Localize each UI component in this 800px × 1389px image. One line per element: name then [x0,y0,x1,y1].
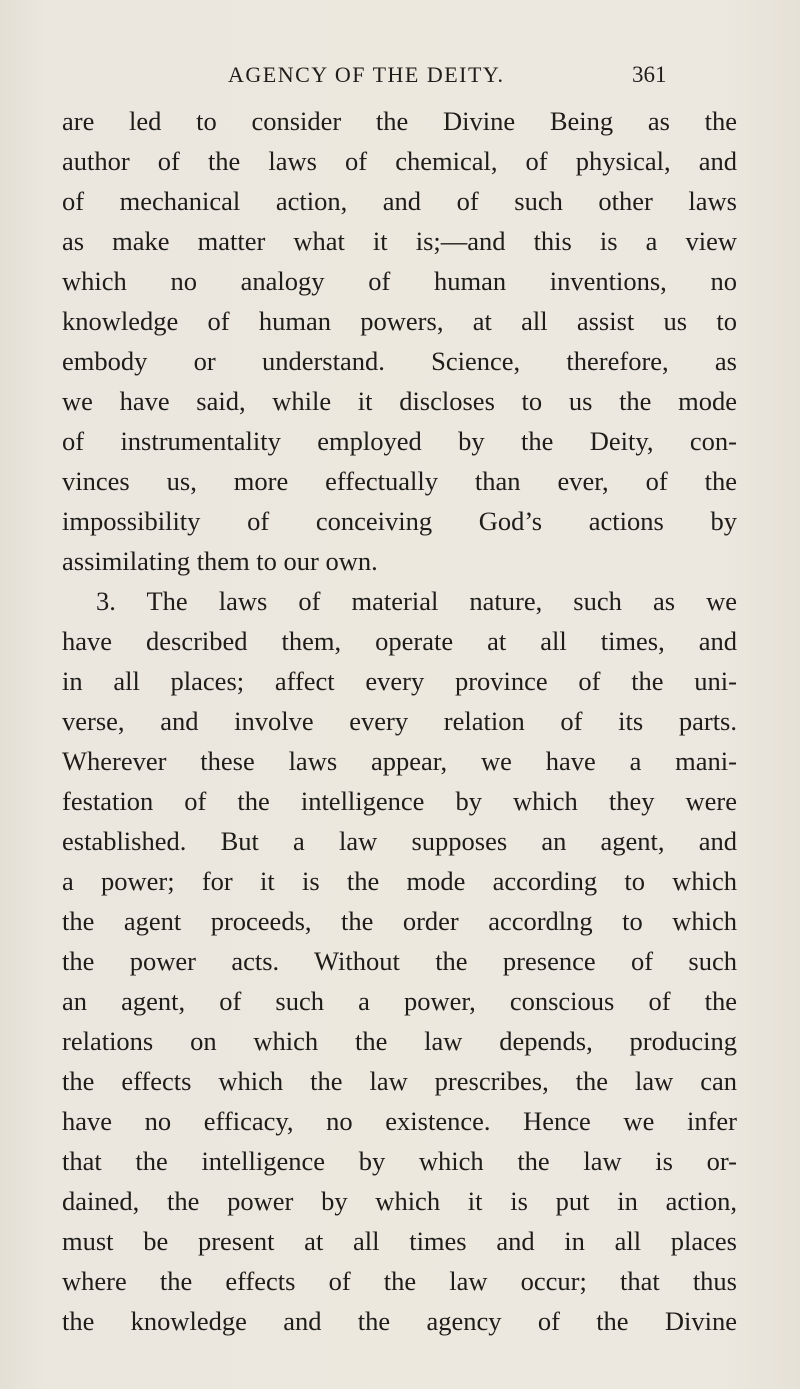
text-line: vinces us, more effectually than ever, of the [62,466,737,496]
text-line: have described them, operate at all times, and [62,626,737,656]
text-line: which no analogy of human inventions, no [62,266,737,296]
text-line: dained, the power by which it is put in action, [62,1186,737,1216]
running-title: AGENCY OF THE DEITY. [228,62,505,87]
text-line: embody or understand. Science, therefore, as [62,346,737,376]
text-line: assimilating them to our own. [62,546,378,576]
text-line: impossibility of conceiving God’s actions by [62,506,737,536]
text-line: author of the laws of chemical, of physical, and [62,146,737,176]
text-line: have no efficacy, no existence. Hence we infer [62,1106,737,1136]
page-number: 361 [632,62,667,87]
text-line: the agent proceeds, the order accordlng to which [62,906,737,936]
text-line: of mechanical action, and of such other laws [62,186,737,216]
text-line: must be present at all times and in all places [62,1226,737,1256]
text-line: where the effects of the law occur; that thus [62,1266,737,1296]
text-line: 3. The laws of material nature, such as we [96,586,737,616]
page-header [0,58,800,98]
text-line: an agent, of such a power, conscious of the [62,986,737,1016]
text-line: Wherever these laws appear, we have a mani- [62,746,737,776]
text-line: of instrumentality employed by the Deity, con- [62,426,737,456]
text-line: that the intelligence by which the law is or- [62,1146,737,1176]
text-line: established. But a law supposes an agent, and [62,826,737,856]
text-line: in all places; affect every province of the uni- [62,666,737,696]
text-line: we have said, while it discloses to us the mode [62,386,737,416]
text-line: are led to consider the Divine Being as the [62,106,737,136]
text-line: the effects which the law prescribes, the law can [62,1066,737,1096]
text-line: knowledge of human powers, at all assist us to [62,306,737,336]
text-line: verse, and involve every relation of its parts. [62,706,737,736]
text-line: festation of the intelligence by which they were [62,786,737,816]
text-line: relations on which the law depends, producing [62,1026,737,1056]
text-line: the knowledge and the agency of the Divine [62,1306,737,1336]
text-line: the power acts. Without the presence of such [62,946,737,976]
text-line: as make matter what it is;—and this is a view [62,226,737,256]
text-line: a power; for it is the mode according to which [62,866,737,896]
